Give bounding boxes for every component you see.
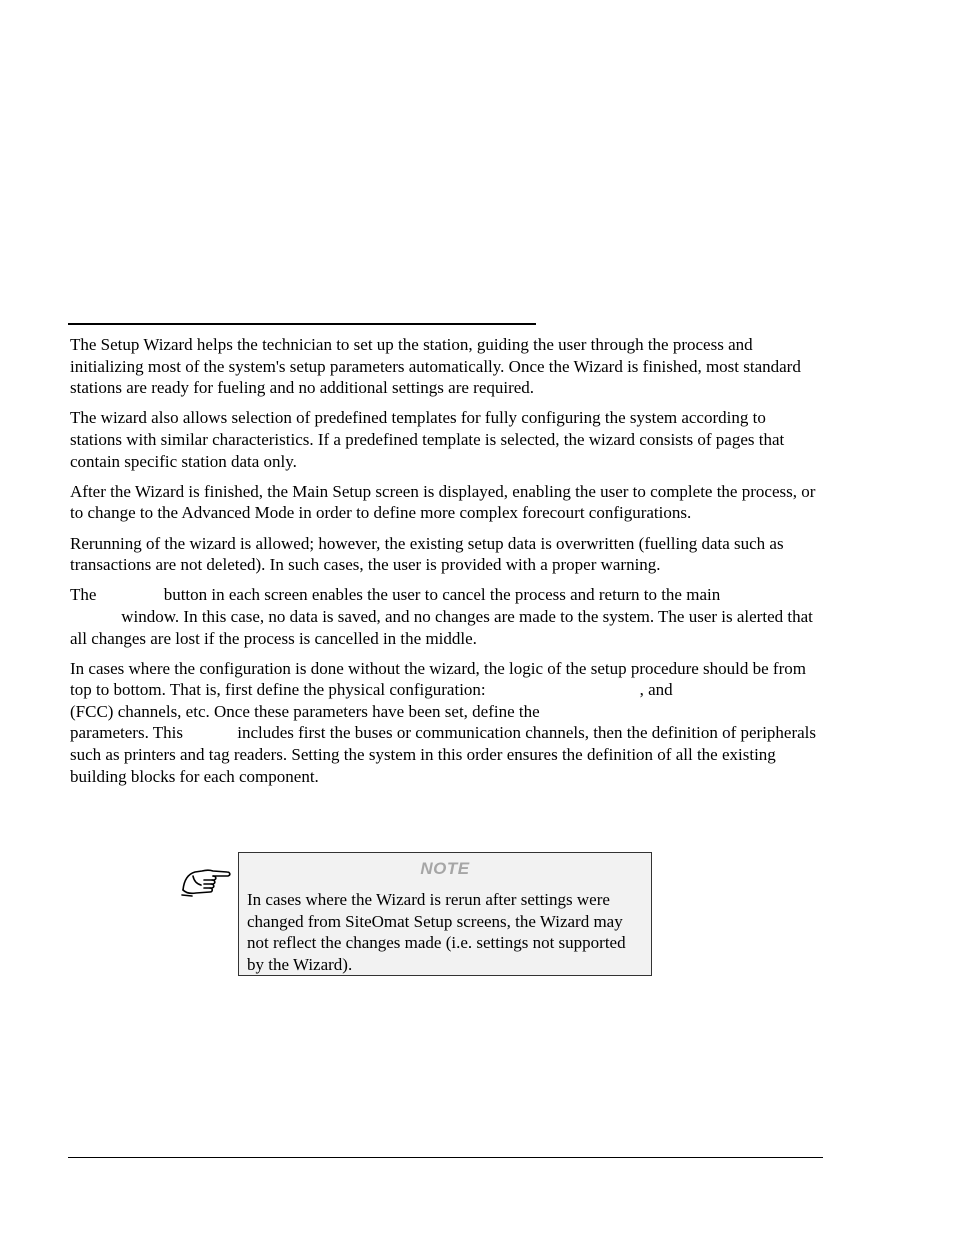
document-body (70, 334, 822, 796)
section-heading-rule (68, 323, 536, 325)
paragraph-rerunning: Rerunning of the wizard is allowed; however, the existing setup data is overwritten (fuelling data such as transactions are not deleted). In such cases, the user is provided with a proper warning. (70, 533, 784, 575)
note-box (238, 852, 652, 976)
paragraph-intro: The Setup Wizard helps the technician to set up the station, guiding the user through the process and initializing most of the system's setup parameters automatically. Once the Wizard is finished, most standard stations are ready for fueling and no additional settings are required. (70, 335, 801, 398)
note-title: NOTE (420, 859, 470, 878)
note-text: In cases where the Wizard is rerun after settings were changed from SiteOmat Setup screens, the Wizard may not reflect the changes made (i.e. settings not supported by the Wizard). (247, 890, 626, 974)
footer-rule (68, 1157, 823, 1158)
paragraph-manual-config: In cases where the configuration is done without the wizard, the logic of the setup procedure should be from top to bottom. That is, first define the physical configuration: , and (FCC) channels, etc. Once these parameters have been set, define the parameters. This includes first the buses or communication channels, then the definition of peripherals such as printers and tag readers. Setting the system in this order ensures the definition of all the existing building blocks for each component. (70, 658, 817, 786)
paragraph-cancel: The button in each screen enables the user to cancel the process and return to the main window. In this case, no data is saved, and no changes are made to the system. The user is alerted that all changes are lost if the process is cancelled in the middle. (70, 585, 813, 648)
paragraph-main-setup: After the Wizard is finished, the Main Setup screen is displayed, enabling the user to complete the process, or to change to the Advanced Mode in order to define more complex forecourt configurations. (70, 481, 816, 523)
paragraph-templates: The wizard also allows selection of predefined templates for fully configuring the system according to stations with similar characteristics. If a predefined template is selected, the wizard consists of pages that contain specific station data only. (70, 408, 785, 471)
pointing-hand-icon (180, 864, 232, 902)
